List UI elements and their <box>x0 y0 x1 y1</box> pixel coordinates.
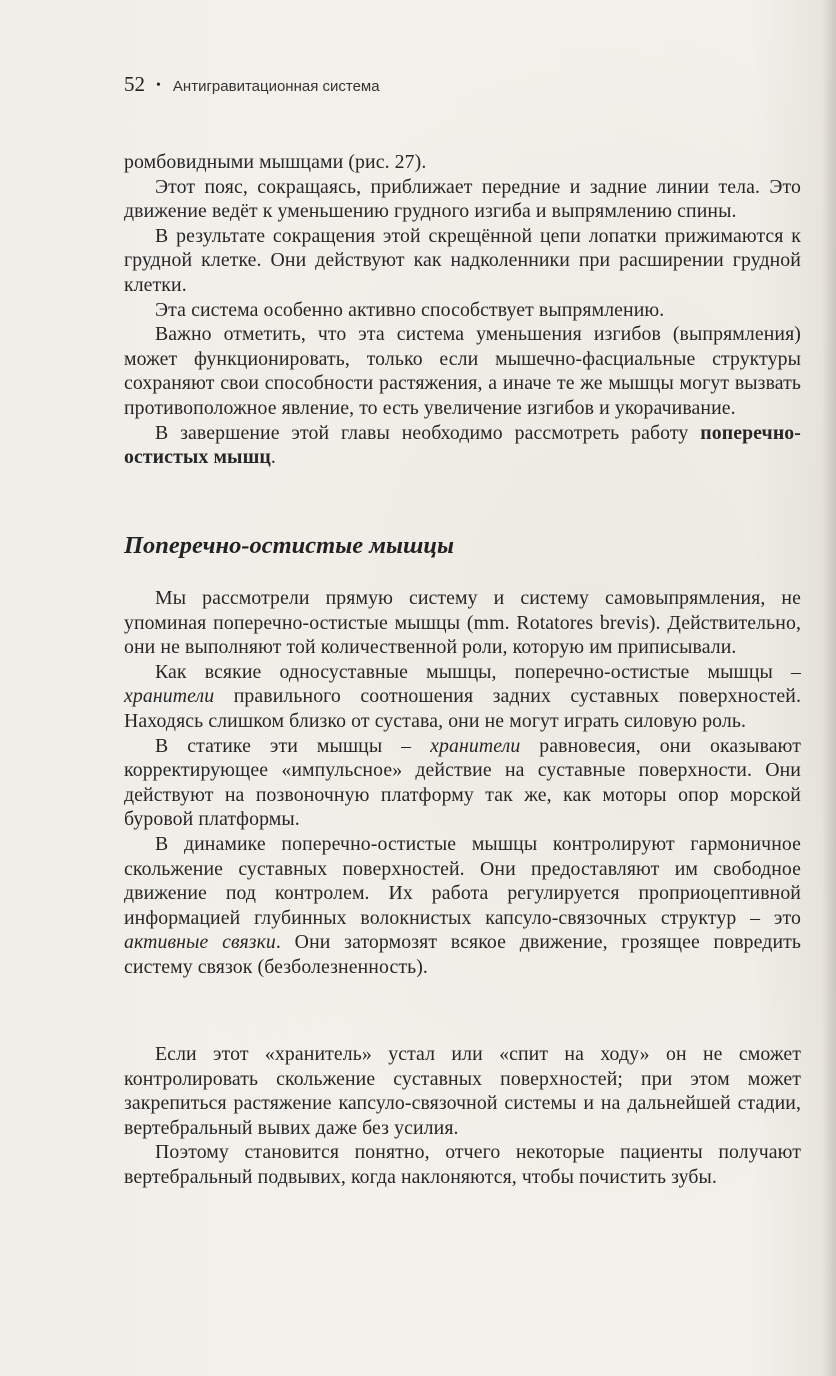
paragraph-text: правильного соотношения задних суставных поверхностей. Находясь слишком близко от сустава, они не могут играть силовую роль. <box>124 685 801 732</box>
section-title: Антигравитационная система <box>172 78 380 95</box>
italic-term: хранители <box>430 734 521 757</box>
paragraph-text: В статике эти мышцы – <box>155 734 412 757</box>
bold-term: поперечно-остистых мышц <box>124 421 801 469</box>
paragraph <box>124 832 801 980</box>
paragraph-text: В динамике поперечно-остистые мышцы контролируют гармоничное скольжение суставных поверхностей. Они предоставляют им свободное движение под контролем. Их работа регулируется проприоцептивной информацией глубинных волокнистых капсуло-связочных структур – это <box>124 832 801 929</box>
paragraph: Этот пояс, сокращаясь, приближает передние и задние линии тела. Это движение ведёт к уменьшению грудного изгиба и выпрямлению спины. <box>124 175 801 223</box>
page-number: 52 <box>124 72 145 96</box>
section-heading: Поперечно-остистые мышцы <box>124 532 455 559</box>
text-block-top <box>124 150 801 470</box>
paragraph: ромбовидными мышцами (рис. 27). <box>124 151 427 173</box>
paragraph: Поэтому становится понятно, отчего некоторые пациенты получают вертебральный подвывих, когда наклоняются, чтобы почистить зубы. <box>124 1141 801 1188</box>
paragraph-text: В завершение этой главы необходимо рассмотреть работу <box>155 421 689 444</box>
paragraph: Если этот «хранитель» устал или «спит на ходу» он не сможет контролировать скольжение суставных поверхностей; при этом может закрепиться растяжение капсуло-связочной системы и на дальнейшей стадии, вертебральный вывих даже без усилия. <box>124 1043 801 1139</box>
paragraph: Важно отметить, что эта система уменьшения изгибов (выпрямления) может функционировать, только если мышечно-фасциальные структуры сохраняют свои способности растяжения, а иначе те же мышцы могут вызвать противоположное явление, то есть увеличение изгибов и укорачивание. <box>124 323 801 419</box>
running-header <box>124 72 380 100</box>
paragraph-text: . <box>270 446 276 469</box>
paragraph <box>124 421 801 470</box>
paragraph-text: равновесия, они оказывают корректирующее «импульсное» действие на суставные поверхности. Они действуют на позвоночную платформу так же, как моторы опор морской буровой платформы. <box>124 734 801 831</box>
paragraph-text: . Они затормозят всякое движение, грозящее повредить систему связок (безболезненность). <box>124 931 801 978</box>
paragraph-text: Как всякие односуставные мышцы, поперечно-остистые мышцы – <box>155 660 801 683</box>
paragraph: В результате сокращения этой скрещённой цепи лопатки прижимаются к грудной клетке. Они действуют как надколенники при расширении грудной клетки. <box>124 224 801 296</box>
text-block-bottom <box>124 1042 801 1190</box>
header-bullet: • <box>156 78 161 93</box>
italic-term: хранители <box>124 685 215 708</box>
paragraph <box>124 660 801 734</box>
paragraph: Мы рассмотрели прямую систему и систему самовыпрямления, не упоминая поперечно-остистые мышцы (mm. Rotatores brevis). Действительно, они не выполняют той количественной роли, которую им приписывали. <box>124 587 801 659</box>
paragraph: Эта система особенно активно способствует выпрямлению. <box>155 298 665 321</box>
italic-term: активные связки <box>124 931 276 954</box>
page-edge-shadow <box>822 0 836 1376</box>
paragraph <box>124 734 801 832</box>
text-block-middle <box>124 586 801 980</box>
